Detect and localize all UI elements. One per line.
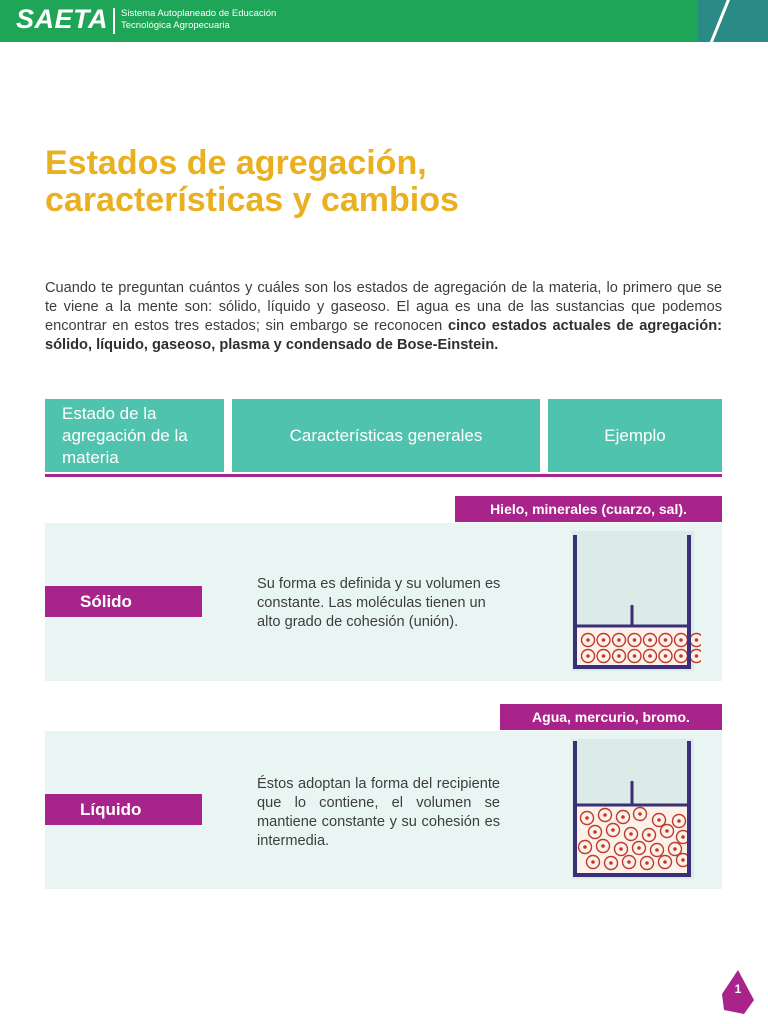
liquid-particle-core [665, 829, 669, 833]
liquid-particle-core [601, 844, 605, 848]
saeta-logo: SAETA [16, 4, 109, 34]
liquid-particle-core [621, 815, 625, 819]
solid-particle-core [648, 654, 652, 658]
example-badge-liquid: Agua, mercurio, bromo. [500, 704, 722, 730]
logo-subtitle-line1: Sistema Autoplaneado de Educación [121, 8, 277, 19]
liquid-particle-core [645, 861, 649, 865]
intro-bold-text: cinco estados actuales de agregación: sólido, líquido, gaseoso, plasma y condensado de Bose-Einstein. [45, 318, 722, 353]
liquid-particle-core [593, 830, 597, 834]
solid-particle-core [679, 638, 683, 642]
description-liquid: Éstos adoptan la forma del recipiente que lo contiene, el volumen se mantiene constante y su cohesión es intermedia. [257, 776, 500, 849]
liquid-particle-core [681, 835, 685, 839]
liquid-particle-core [609, 861, 613, 865]
header-teal-block [698, 0, 768, 42]
liquid-particle-core [663, 860, 667, 864]
liquid-particle-core [657, 818, 661, 822]
page-number: 1 [734, 982, 742, 996]
liquid-container-diagram [567, 737, 701, 883]
solid-particle-core [617, 654, 621, 658]
liquid-particle-core [681, 858, 685, 862]
solid-particle-core [664, 654, 668, 658]
state-label-liquid: Líquido [45, 794, 202, 825]
example-badge-solid: Hielo, minerales (cuarzo, sal). [455, 496, 722, 522]
description-solid: Su forma es definida y su volumen es constante. Las moléculas tienen un alto grado de cohesión (unión). [257, 576, 501, 630]
table-header-underline [45, 474, 722, 477]
solid-particle-core [695, 654, 699, 658]
liquid-particle-core [673, 847, 677, 851]
logo-subtitle [121, 8, 276, 32]
solid-particle-core [695, 638, 699, 642]
liquid-particle-core [647, 833, 651, 837]
liquid-particle-core [655, 848, 659, 852]
intro-paragraph [45, 279, 722, 355]
solid-particle-core [648, 638, 652, 642]
header-bar [0, 0, 768, 42]
page-title-line2: características y cambios [45, 181, 459, 219]
table-header-example: Ejemplo [548, 399, 722, 472]
solid-particle-core [602, 638, 606, 642]
solid-particle-core [679, 654, 683, 658]
solid-particle-core [602, 654, 606, 658]
logo-separator [113, 8, 115, 34]
solid-particle-core [586, 638, 590, 642]
liquid-particle-core [638, 812, 642, 816]
page-title-line1: Estados de agregación, [45, 144, 427, 182]
liquid-particle-core [611, 828, 615, 832]
intro-text: Cuando te preguntan cuántos y cuáles son los estados de agregación de la materia, lo primero que se te viene a la mente son: sólido, líquido y gaseoso. El agua es una de las sustancias que podemos encontrar en estos tres estados; sin embargo se reconocen [45, 280, 722, 334]
solid-particle-core [664, 638, 668, 642]
liquid-particle-core [585, 816, 589, 820]
solid-particle-core [633, 654, 637, 658]
liquid-particle-core [627, 860, 631, 864]
page-number-badge [722, 970, 754, 1014]
logo-subtitle-line2: Tecnológica Agropecuaria [121, 20, 230, 31]
liquid-particle-core [583, 845, 587, 849]
solid-particle-core [586, 654, 590, 658]
table-header-state: Estado de la agregación de la materia [45, 399, 224, 472]
liquid-particle-core [619, 847, 623, 851]
liquid-particle-core [591, 860, 595, 864]
solid-container-diagram [567, 529, 701, 675]
liquid-particle-core [603, 813, 607, 817]
solid-particle-core [617, 638, 621, 642]
liquid-particle-core [677, 819, 681, 823]
solid-particle-core [633, 638, 637, 642]
state-label-solid: Sólido [45, 586, 202, 617]
table-header-characteristics: Características generales [232, 399, 540, 472]
page-title [45, 145, 459, 219]
liquid-particle-core [637, 846, 641, 850]
liquid-particle-core [629, 832, 633, 836]
